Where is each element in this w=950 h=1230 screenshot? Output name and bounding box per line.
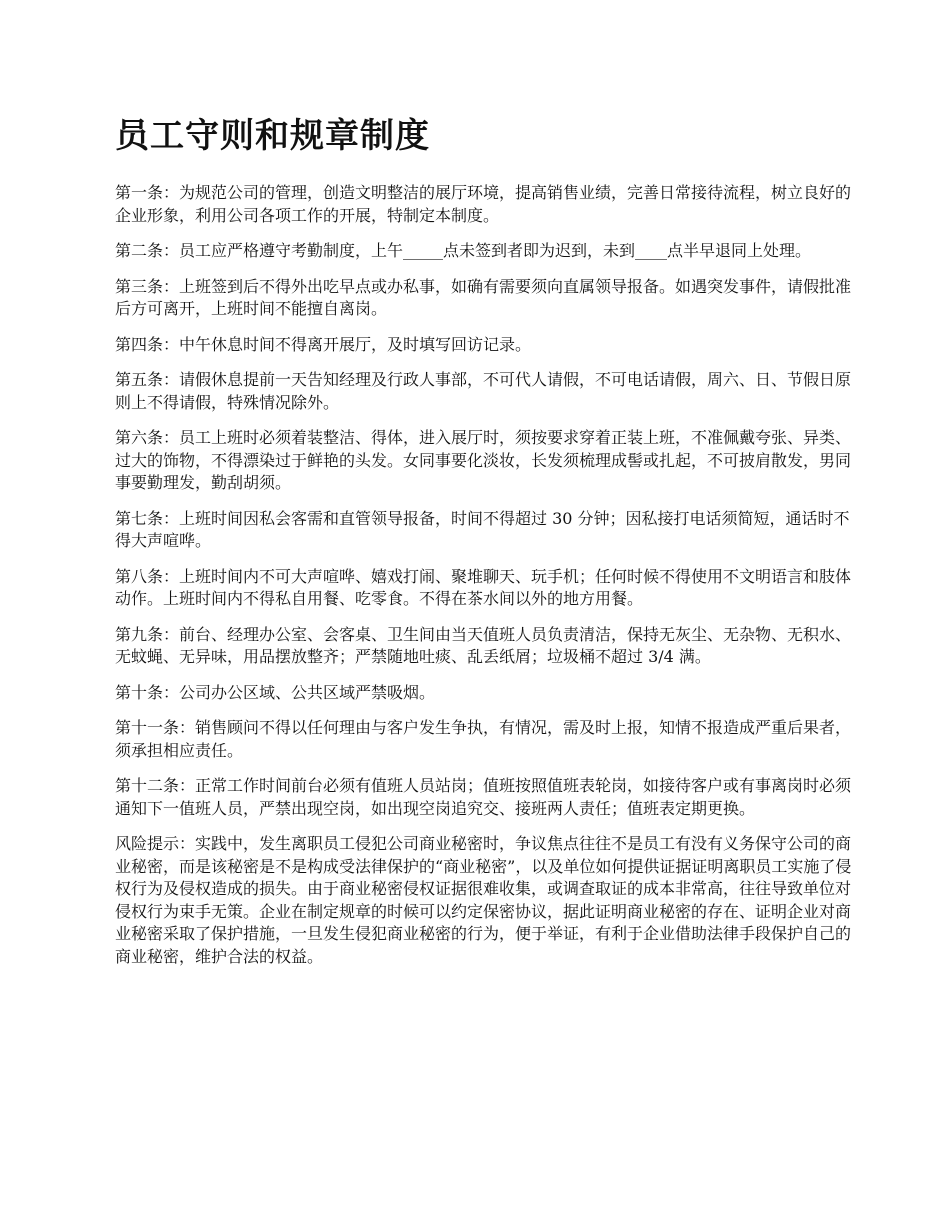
article-8: 第八条：上班时间内不可大声喧哗、嬉戏打闹、聚堆聊天、玩手机；任何时候不得使用不文明语言和肢体动作。上班时间内不得私自用餐、吃零食。不得在茶水间以外的地方用餐。 (115, 566, 852, 608)
article-2: 第二条：员工应严格遵守考勤制度，上午_____点未签到者即为迟到，未到____点半早退同上处理。 (115, 241, 812, 260)
document-title: 员工守则和规章制度 (115, 116, 430, 156)
article-12: 第十二条：正常工作时间前台必须有值班人员站岗；值班按照值班表轮岗，如接待客户或有事离岗时必须通知下一值班人员，严禁出现空岗，如出现空岗追究交、接班两人责任；值班表定期更换。 (115, 776, 852, 818)
risk-notice: 风险提示：实践中，发生离职员工侵犯公司商业秘密时，争议焦点往往不是员工有没有义务保守公司的商业秘密，而是该秘密是不是构成受法律保护的“商业秘密”，以及单位如何提供证据证明离职员工实施了侵权行为及侵权造成的损失。由于商业秘密侵权证据很难收集，或调查取证的成本非常高，往往导致单位对侵权行为束手无策。企业在制定规章的时候可以约定保密协议，据此证明商业秘密的存在、证明企业对商业秘密采取了保护措施，一旦发生侵犯商业秘密的行为，便于举证，有利于企业借助法律手段保护自己的商业秘密，维护合法的权益。 (115, 834, 852, 966)
article-6: 第六条：员工上班时必须着装整洁、得体，进入展厅时，须按要求穿着正装上班，不准佩戴夸张、异类、过大的饰物，不得漂染过于鲜艳的头发。女同事要化淡妆，长发须梳理成髻或扎起，不可披肩散发，男同事要勤理发，勤刮胡须。 (115, 428, 852, 492)
article-4: 第四条：中午休息时间不得离开展厅，及时填写回访记录。 (115, 334, 532, 354)
article-3: 第三条：上班签到后不得外出吃早点或办私事，如确有需要须向直属领导报备。如遇突发事件，请假批准后方可离开，上班时间不能擅自离岗。 (115, 276, 852, 318)
article-11: 第十一条：销售顾问不得以任何理由与客户发生争执，有情况，需及时上报，知情不报造成严重后果者，须承担相应责任。 (115, 718, 852, 760)
article-9: 第九条：前台、经理办公室、会客桌、卫生间由当天值班人员负责清洁，保持无灰尘、无杂物、无积水、无蚊蝇、无异味，用品摆放整齐；严禁随地吐痰、乱丢纸屑；垃圾桶不超过 3/4 满。 (115, 624, 852, 666)
article-5: 第五条：请假休息提前一天告知经理及行政人事部，不可代人请假，不可电话请假，周六、日、节假日原则上不得请假，特殊情况除外。 (115, 370, 852, 412)
document-page (115, 112, 855, 981)
article-10: 第十条：公司办公区域、公共区域严禁吸烟。 (115, 682, 436, 702)
article-7: 第七条：上班时间因私会客需和直管领导报备，时间不得超过 30 分钟；因私接打电话须简短，通话时不得大声喧哗。 (115, 508, 850, 550)
article-1: 第一条：为规范公司的管理，创造文明整洁的展厅环境，提高销售业绩，完善日常接待流程，树立良好的企业形象，利用公司各项工作的开展，特制定本制度。 (115, 183, 852, 225)
